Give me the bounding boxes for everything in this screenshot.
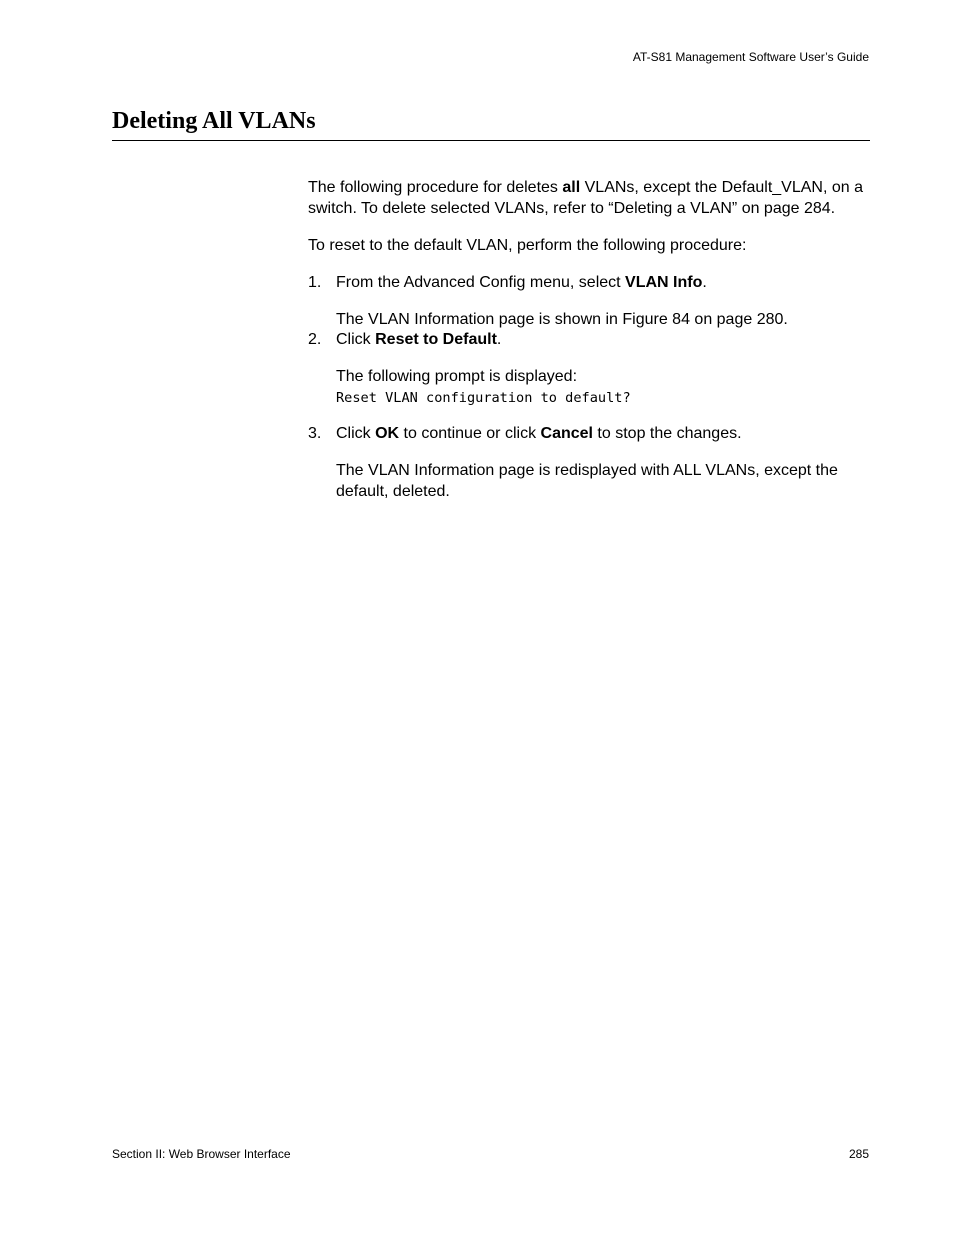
- step-bold-cancel: Cancel: [540, 425, 593, 442]
- intro-paragraph: [308, 178, 870, 219]
- step-number: 1.: [308, 273, 322, 291]
- prompt-code: Reset VLAN configuration to default?: [336, 389, 631, 406]
- step-number: 2.: [308, 331, 322, 348]
- reset-paragraph: To reset to the default VLAN, perform the following procedure:: [308, 236, 747, 254]
- step-2-result: The following prompt is displayed:: [336, 368, 578, 385]
- footer-page-number: 285: [848, 1147, 869, 1161]
- step-3: [308, 424, 870, 445]
- intro-bold-all: all: [562, 179, 581, 196]
- step-text: From the Advanced Config menu, select: [336, 273, 626, 291]
- step-text: Click: [336, 425, 376, 442]
- step-bold-term: Reset to Default: [375, 331, 497, 348]
- step-3-result: The VLAN Information page is redisplayed with ALL VLANs, except the default, deleted.: [336, 462, 838, 500]
- step-text-end: .: [702, 273, 707, 291]
- step-text-mid: to continue or click: [399, 425, 541, 442]
- step-1: [308, 273, 870, 294]
- section-title: Deleting All VLANs: [112, 108, 316, 134]
- step-2: [308, 330, 870, 351]
- step-text: Click: [336, 331, 376, 348]
- footer-section-label: Section II: Web Browser Interface: [112, 1147, 291, 1161]
- body-column: [308, 178, 870, 502]
- step-number: 3.: [308, 425, 322, 442]
- step-1-result: The VLAN Information page is shown in Figure 84 on page 280.: [336, 310, 788, 328]
- step-bold-ok: OK: [375, 425, 400, 442]
- step-text-end: to stop the changes.: [592, 425, 742, 442]
- intro-text-start: The following procedure for deletes: [308, 179, 563, 196]
- title-rule: [112, 140, 870, 141]
- running-header: AT-S81 Management Software User’s Guide: [632, 50, 869, 64]
- step-text-end: .: [496, 331, 502, 348]
- step-bold-term: VLAN Info: [625, 273, 703, 291]
- intro-text-end: VLANs, except the Default_VLAN, on a switch. To delete selected VLANs, refer to “Deleting a VLAN” on page 284.: [308, 179, 863, 217]
